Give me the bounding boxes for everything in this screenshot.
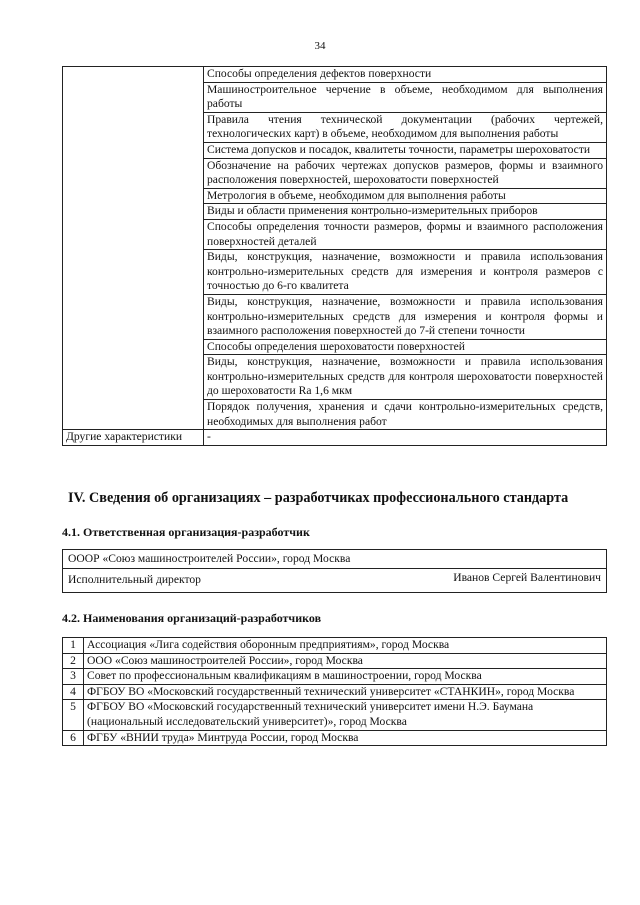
knowledge-item: Виды, конструкция, назначение, возможности и правила использования контрольно-измерительных средств для измерения и контроля размеров с точностью до 6-го квалитета [204, 250, 607, 295]
divider [63, 568, 606, 569]
organization-name: ФГБУ «ВНИИ труда» Минтруда России, город Москва [84, 730, 607, 746]
knowledge-item: Виды, конструкция, назначение, возможности и правила использования контрольно-измерительных средств для контроля шероховатости поверхностей до шероховатости Ra 1,6 мкм [204, 355, 607, 400]
knowledge-label-cell [63, 67, 204, 430]
knowledge-item: Система допусков и посадок, квалитеты точности, параметры шероховатости [204, 142, 607, 158]
knowledge-item: Способы определения дефектов поверхности [204, 67, 607, 83]
row-number: 1 [63, 638, 84, 654]
table-row [63, 430, 607, 446]
developers-table [62, 637, 607, 746]
table-row [63, 684, 607, 700]
section-4-2-title: 4.2. Наименования организаций-разработчиков [62, 611, 322, 625]
table-row [63, 700, 607, 730]
responsible-organization: ОООР «Союз машиностроителей России», город Москва [68, 552, 351, 565]
knowledge-item: Правила чтения технической документации (рабочих чертежей, технологических карт) в объеме, необходимом для выполнения работы [204, 112, 607, 142]
table-row [63, 653, 607, 669]
responsible-person: Иванов Сергей Валентинович [453, 571, 601, 584]
section-4-1-title: 4.1. Ответственная организация-разработчик [62, 525, 310, 539]
row-number: 3 [63, 669, 84, 685]
knowledge-table [62, 66, 607, 446]
knowledge-item: Виды и области применения контрольно-измерительных приборов [204, 204, 607, 220]
section-iv-title: IV. Сведения об организациях – разработчиках профессионального стандарта [68, 490, 569, 506]
responsible-organization-box [62, 549, 607, 593]
knowledge-item: Метрология в объеме, необходимом для выполнения работы [204, 188, 607, 204]
organization-name: ООО «Союз машиностроителей России», город Москва [84, 653, 607, 669]
organization-name: ФГБОУ ВО «Московский государственный технический университет «СТАНКИН», город Москва [84, 684, 607, 700]
organization-name: Ассоциация «Лига содействия оборонным предприятиям», город Москва [84, 638, 607, 654]
knowledge-item: Обозначение на рабочих чертежах допусков размеров, формы и взаимного расположения поверхностей, шероховатости поверхностей [204, 158, 607, 188]
page-number: 34 [314, 40, 326, 52]
other-characteristics-label: Другие характеристики [63, 430, 204, 446]
row-number: 5 [63, 700, 84, 730]
row-number: 2 [63, 653, 84, 669]
row-number: 4 [63, 684, 84, 700]
knowledge-item: Способы определения точности размеров, формы и взаимного расположения поверхностей деталей [204, 219, 607, 249]
row-number: 6 [63, 730, 84, 746]
table-row [63, 669, 607, 685]
table-row [63, 730, 607, 746]
table-row [63, 67, 607, 83]
organization-name: Совет по профессиональным квалификациям в машиностроении, город Москва [84, 669, 607, 685]
responsible-role: Исполнительный директор [68, 573, 201, 586]
knowledge-item: Способы определения шероховатости поверхностей [204, 339, 607, 355]
table-row [63, 638, 607, 654]
knowledge-item: Порядок получения, хранения и сдачи контрольно-измерительных средств, необходимых для выполнения работ [204, 400, 607, 430]
knowledge-item: Машиностроительное черчение в объеме, необходимом для выполнения работы [204, 82, 607, 112]
organization-name: ФГБОУ ВО «Московский государственный технический университет имени Н.Э. Баумана (национальный исследовательский университет)», город Москва [84, 700, 607, 730]
knowledge-item: Виды, конструкция, назначение, возможности и правила использования контрольно-измерительных средств для измерения и контроля формы и взаимного расположения поверхностей до 7-й степени точности [204, 294, 607, 339]
other-characteristics-value: - [204, 430, 607, 446]
